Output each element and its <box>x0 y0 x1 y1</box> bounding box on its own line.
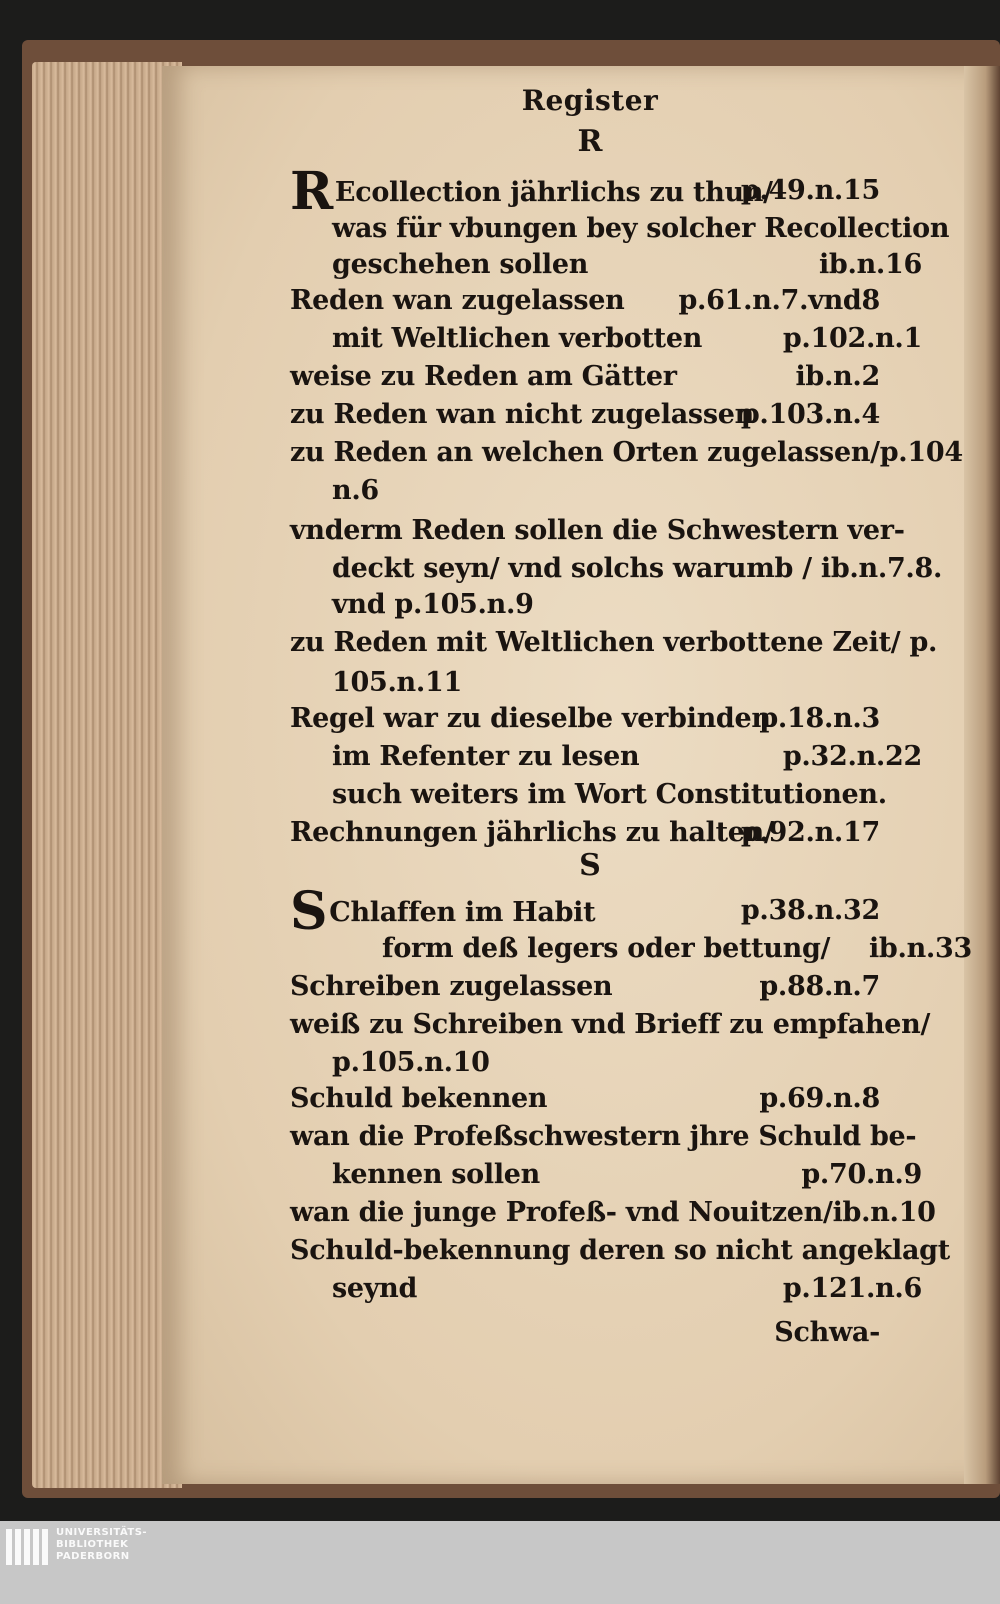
entry-15 <box>290 738 922 775</box>
library-name <box>56 1527 147 1563</box>
entry-14 <box>290 700 880 737</box>
entry-ref: ib.n.16 <box>818 249 922 280</box>
entry-8 <box>290 472 922 509</box>
entry-text: such weiters im Wort Constitutionen. <box>332 779 887 810</box>
entry-text: geschehen sollen <box>332 249 589 280</box>
entry-6 <box>290 396 880 433</box>
entry-text: 105.n.11 <box>332 667 462 698</box>
entry-text: zu Reden mit Weltlichen verbottene Zeit/ p. <box>290 627 938 658</box>
drop-initial: S <box>290 881 328 942</box>
entry-text: weise zu Reden am Gätter <box>290 361 677 392</box>
entry-text: im Refenter zu lesen <box>332 741 640 772</box>
entry-text: seynd <box>332 1273 418 1304</box>
entry-text: wan die Profeßschwestern jhre Schuld be- <box>290 1121 917 1152</box>
entry-ref: p.18.n.3 <box>759 703 880 734</box>
entry-text: Ecollection jährlichs zu thun/ <box>334 177 773 208</box>
library-name-line3: PADERBORN <box>56 1551 130 1562</box>
entry-text: Rechnungen jährlichs zu halten/ <box>290 817 774 848</box>
entry-23 <box>290 1080 880 1117</box>
entry-16 <box>290 776 922 813</box>
entry-ref: p.69.n.8 <box>759 1083 880 1114</box>
entry-3 <box>290 282 880 319</box>
entry-ref: p.92.n.17 <box>740 817 880 848</box>
entry-text: zu Reden wan nicht zugelassen <box>290 399 754 430</box>
entry-ref: p.61.n.7.vnd8 <box>678 285 880 316</box>
entry-text: p.105.n.10 <box>332 1047 490 1078</box>
entry-text: n.6 <box>332 475 379 506</box>
entry-text: was für vbungen bey solcher Recollection <box>332 213 950 244</box>
entry-ref: ib.n.33 <box>868 933 972 964</box>
entry-7 <box>290 434 963 471</box>
entry-11 <box>290 586 922 623</box>
entry-text: wan die junge Profeß- vnd Nouitzen/ib.n.10 <box>290 1197 936 1228</box>
entry-28 <box>290 1270 922 1307</box>
entry-ref: p.103.n.4 <box>740 399 880 430</box>
entry-text: deckt seyn/ vnd solchs warumb / ib.n.7.8. <box>332 553 943 584</box>
entry-text: Schreiben zugelassen <box>290 971 613 1002</box>
entry-0 <box>290 161 880 222</box>
entry-text: Schuld bekennen <box>290 1083 548 1114</box>
entry-text: Chlaffen im Habit <box>329 897 596 928</box>
entry-ref: p.102.n.1 <box>782 323 922 354</box>
section-letter-r: R <box>577 124 603 159</box>
entry-text: vnderm Reden sollen die Schwestern ver- <box>290 515 905 546</box>
entry-18 <box>290 881 880 942</box>
entry-text: vnd p.105.n.9 <box>332 589 534 620</box>
entry-19 <box>290 930 972 967</box>
right-page-edge <box>964 66 1000 1484</box>
entry-25 <box>290 1156 922 1193</box>
entry-ref: p.49.n.15 <box>740 175 880 206</box>
entry-ref: ib.n.2 <box>795 361 880 392</box>
entry-24 <box>290 1118 917 1155</box>
entry-text: form deß legers oder bettung/ <box>382 933 831 964</box>
library-footer <box>0 1521 1000 1604</box>
entry-27 <box>290 1232 950 1269</box>
entry-text: Schuld-bekennung deren so nicht angeklagt <box>290 1235 950 1266</box>
entry-13 <box>290 664 922 701</box>
entry-26 <box>290 1194 936 1231</box>
entry-ref: p.32.n.22 <box>782 741 922 772</box>
library-logo-icon <box>6 1529 51 1569</box>
entry-5 <box>290 358 880 395</box>
entry-text: Reden wan zugelassen <box>290 285 625 316</box>
entry-text: mit Weltlichen verbotten <box>332 323 703 354</box>
entry-21 <box>290 1006 931 1043</box>
entry-1 <box>290 210 950 247</box>
entry-22 <box>290 1044 922 1081</box>
entry-text: weiß zu Schreiben vnd Brieff zu empfahen/ <box>290 1009 931 1040</box>
entry-10 <box>290 550 943 587</box>
entry-ref: p.70.n.9 <box>801 1159 922 1190</box>
page-header: Register <box>521 84 659 117</box>
catchword: Schwa- <box>774 1317 880 1348</box>
entry-ref: p.38.n.32 <box>740 895 880 926</box>
entry-4 <box>290 320 922 357</box>
entry-text: zu Reden an welchen Orten zugelassen/p.104 <box>290 437 963 468</box>
entry-12 <box>290 624 938 661</box>
entry-text: kennen sollen <box>332 1159 540 1190</box>
drop-initial: R <box>290 161 333 222</box>
entry-ref: p.88.n.7 <box>759 971 880 1002</box>
entry-17 <box>290 814 880 851</box>
section-letter-s: S <box>579 848 601 883</box>
entry-9 <box>290 512 905 549</box>
library-name-line2: BIBLIOTHEK <box>56 1539 129 1550</box>
entry-ref: p.121.n.6 <box>782 1273 922 1304</box>
entry-20 <box>290 968 880 1005</box>
page-edges <box>32 62 182 1488</box>
entry-text: Regel war zu dieselbe verbinden <box>290 703 771 734</box>
entry-2 <box>290 246 922 283</box>
library-name-line1: UNIVERSITÄTS- <box>56 1527 148 1538</box>
